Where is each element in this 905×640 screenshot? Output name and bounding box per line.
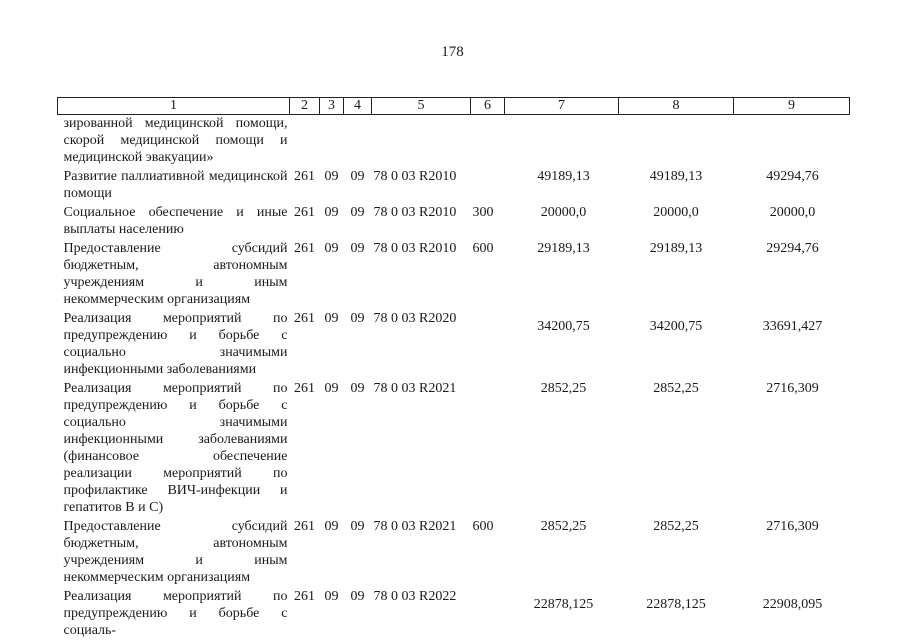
row-csr — [372, 115, 471, 169]
row-name: Социальное обеспечение и иные выплаты населению — [63, 205, 288, 237]
row-value-year2: 29189,13 — [649, 241, 703, 256]
row-name: Реализация мероприятий по предупреждению и борьбе с социально значимыми инфекционными заболеваниями — [63, 311, 288, 377]
row-vr: 600 — [472, 241, 494, 256]
row-pr: 09 — [350, 169, 365, 184]
column-header: 8 — [619, 98, 734, 115]
row-vr: 300 — [472, 205, 494, 220]
row-value-year1: 29189,13 — [537, 241, 590, 256]
column-header: 2 — [290, 98, 320, 115]
row-csr: 78 0 03 R2021 — [373, 381, 457, 396]
row-rz — [320, 115, 344, 169]
row-rz: 09 — [324, 381, 339, 396]
row-name: Развитие паллиативной медицинской помощи — [63, 169, 288, 201]
row-vr — [471, 310, 505, 380]
row-value-year3: 33691,427 — [762, 319, 823, 334]
row-vr — [471, 588, 505, 639]
column-header: 4 — [344, 98, 372, 115]
row-value-year1: 20000,0 — [540, 205, 587, 220]
row-value-year1: 49189,13 — [537, 169, 590, 184]
row-vr — [471, 168, 505, 204]
row-value-year3: 2716,309 — [766, 519, 819, 534]
row-pr — [344, 115, 372, 169]
row-grbs: 261 — [294, 589, 315, 604]
row-csr: 78 0 03 R2010 — [373, 169, 457, 184]
row-grbs: 261 — [294, 311, 315, 326]
row-csr: 78 0 03 R2021 — [373, 519, 457, 534]
row-csr: 78 0 03 R2010 — [373, 241, 457, 256]
row-value-year2: 34200,75 — [649, 319, 703, 334]
row-value-year3 — [734, 115, 850, 169]
row-grbs: 261 — [294, 381, 315, 396]
row-csr: 78 0 03 R2020 — [373, 311, 457, 326]
table-row — [58, 204, 850, 240]
table-row — [58, 240, 850, 310]
row-value-year1: 34200,75 — [537, 319, 590, 334]
row-value-year2: 20000,0 — [653, 205, 699, 220]
row-value-year2: 22878,125 — [646, 597, 706, 612]
row-rz: 09 — [324, 169, 339, 184]
row-grbs: 261 — [294, 169, 315, 184]
row-value-year1: 2852,25 — [540, 381, 587, 396]
column-header: 7 — [505, 98, 619, 115]
row-rz: 09 — [324, 311, 339, 326]
row-value-year3: 2716,309 — [766, 381, 819, 396]
row-pr: 09 — [350, 205, 365, 220]
row-vr: 600 — [472, 519, 494, 534]
column-header: 6 — [471, 98, 505, 115]
row-value-year3: 20000,0 — [769, 205, 816, 220]
row-name: Реализация мероприятий по предупреждению и борьбе с социально значимыми инфекционными заболеваниями (финансовое обеспечение реализации мероприятий по профилактике ВИЧ-инфекции и гепатитов В и С) — [63, 381, 288, 515]
table-row — [58, 168, 850, 204]
row-name: Предоставление субсидий бюджетным, автономным учреждениям и иным некоммерческим организациям — [63, 241, 288, 307]
row-csr: 78 0 03 R2010 — [373, 205, 457, 220]
row-name: Предоставление субсидий бюджетным, автономным учреждениям и иным некоммерческим организациям — [63, 519, 288, 585]
row-csr: 78 0 03 R2022 — [373, 589, 457, 604]
row-grbs: 261 — [294, 241, 315, 256]
row-pr: 09 — [350, 589, 365, 604]
row-value-year2: 2852,25 — [653, 519, 699, 534]
row-pr: 09 — [350, 241, 365, 256]
row-rz: 09 — [324, 205, 339, 220]
row-rz: 09 — [324, 241, 339, 256]
row-name: Реализация мероприятий по предупреждению и борьбе с социаль- — [63, 589, 288, 638]
row-value-year1: 2852,25 — [540, 519, 587, 534]
table-row — [58, 588, 850, 639]
row-value-year3: 29294,76 — [766, 241, 819, 256]
row-vr — [471, 380, 505, 518]
table-row — [58, 518, 850, 588]
row-value-year1: 22878,125 — [533, 597, 594, 612]
table-row — [58, 310, 850, 380]
table-row — [58, 380, 850, 518]
row-pr: 09 — [350, 311, 365, 326]
row-grbs: 261 — [294, 205, 315, 220]
page-number: 178 — [441, 44, 464, 60]
budget-table — [57, 97, 850, 639]
row-grbs: 261 — [294, 519, 315, 534]
row-grbs — [290, 115, 320, 169]
column-header: 9 — [734, 98, 850, 115]
row-rz: 09 — [324, 519, 339, 534]
row-value-year3: 49294,76 — [766, 169, 819, 184]
row-pr: 09 — [350, 381, 365, 396]
table-row — [58, 115, 850, 169]
row-value-year2 — [619, 115, 734, 169]
row-value-year3: 22908,095 — [762, 597, 823, 612]
row-value-year1 — [505, 115, 619, 169]
row-name: зированной медицинской помощи, скорой медицинской помощи и медицинской эвакуации» — [63, 116, 288, 165]
row-value-year2: 2852,25 — [653, 381, 699, 396]
column-header: 3 — [320, 98, 344, 115]
row-vr — [471, 115, 505, 169]
table-header-row — [58, 98, 850, 115]
row-pr: 09 — [350, 519, 365, 534]
column-header: 5 — [372, 98, 471, 115]
row-rz: 09 — [324, 589, 339, 604]
row-value-year2: 49189,13 — [649, 169, 703, 184]
column-header: 1 — [58, 98, 290, 115]
